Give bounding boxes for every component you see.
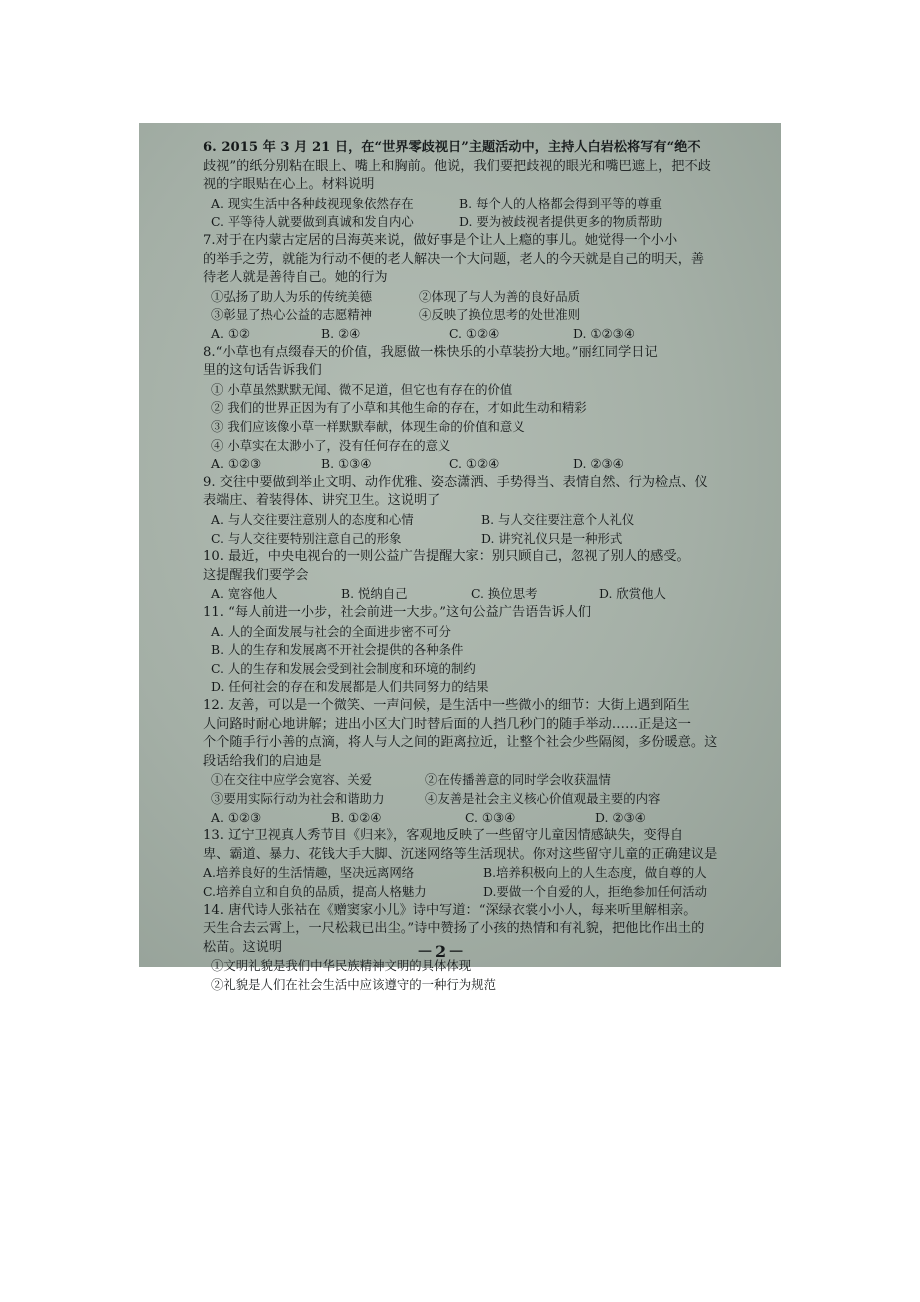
q6-option-a: A. 现实生活中各种歧视现象依然存在 <box>211 195 414 211</box>
q10-choice-a: A. 宽容他人 <box>211 586 278 602</box>
q6-stem-line: 歧视”的纸分别粘在眼上、嘴上和胸前。他说，我们要把歧视的眼光和嘴巴遮上，把不歧 <box>203 158 711 174</box>
q8-choice-c: C. ①②④ <box>449 456 500 472</box>
q12-stem-line: 人问路时耐心地讲解；进出小区大门时替后面的人挡几秒门的随手举动……正是这一 <box>203 716 691 732</box>
q13-options-row <box>203 883 723 901</box>
q13-stem-line: 13. 辽宁卫视真人秀节目《归来》，客观地反映了一些留守儿童因情感缺失，变得自 <box>203 828 684 844</box>
q7-item: ④反映了换位思考的处世准则 <box>419 307 581 323</box>
q8-item: ② 我们的世界正因为有了小草和其他生命的存在，才如此生动和精彩 <box>211 400 587 416</box>
q12-item: ①在交往中应学会宽容、关爱 <box>211 772 373 788</box>
q6-options-row <box>203 195 723 213</box>
q8-choice-b: B. ①③④ <box>321 456 372 472</box>
q13-option-c: C.培养自立和自负的品质，提高人格魅力 <box>203 884 427 899</box>
q7-item: ②体现了与人为善的良好品质 <box>419 288 581 304</box>
q7-items-row <box>203 288 723 306</box>
q9-option-b: B. 与人交往要注意个人礼仪 <box>481 512 635 527</box>
q7-choice-c: C. ①②④ <box>449 326 500 341</box>
q8-item: ③ 我们应该像小草一样默默奉献，体现生命的价值和意义 <box>211 419 525 434</box>
q9-option-d: D. 讲究礼仪只是一种形式 <box>481 530 623 546</box>
q10-choices-row <box>203 585 723 603</box>
q7-item: ①弘扬了助人为乐的传统美德 <box>211 288 373 304</box>
scanned-exam-page <box>139 123 781 992</box>
q11-option-b: B. 人的生存和发展离不开社会提供的各种条件 <box>211 642 464 658</box>
page-number: －2－ <box>417 942 467 961</box>
q6-stem-line: 视的字眼贴在心上。材料说明 <box>203 177 375 193</box>
q9-stem-line: 表端庄、着装得体、讲究卫生。这说明了 <box>203 493 441 509</box>
q8-stem-line: 8.“小草也有点缀春天的价值，我愿做一株快乐的小草装扮大地。”丽红同学日记 <box>203 344 658 360</box>
q6-option-b: B. 每个人的人格都会得到平等的尊重 <box>459 195 662 211</box>
q7-choice-b: B. ②④ <box>321 326 361 341</box>
q14-item: ①文明礼貌是我们中华民族精神文明的具体体现 <box>211 958 472 974</box>
q9-option-a: A. 与人交往要注意别人的态度和心情 <box>211 512 414 527</box>
q12-stem-line: 个个随手行小善的点滴，将人与人之间的距离拉近，让整个社会少些隔阂，多份暖意。这 <box>203 735 718 751</box>
q13-options-row <box>203 864 723 882</box>
q14-item: ②礼貌是人们在社会生活中应该遵守的一种行为规范 <box>211 977 496 992</box>
q12-stem-line: 12. 友善，可以是一个微笑、一声问候，是生活中一些微小的细节：大街上遇到陌生 <box>203 698 690 713</box>
q12-stem-line: 段话给我们的启迪是 <box>203 753 322 769</box>
q10-choice-d: D. 欣赏他人 <box>599 586 666 602</box>
q12-items-row <box>203 771 723 789</box>
q12-item: ②在传播善意的同时学会收获温情 <box>425 772 611 788</box>
q7-stem-line: 7.对于在内蒙古定居的吕海英来说，做好事是个让人上瘾的事儿。她觉得一个小小 <box>203 233 678 248</box>
q7-item: ③彰显了热心公益的志愿精神 <box>211 307 373 323</box>
q12-choice-c: C. ①③④ <box>465 809 516 825</box>
q11-option-a: A. 人的全面发展与社会的全面进步密不可分 <box>211 623 451 639</box>
q13-option-a: A.培养良好的生活情趣，坚决远离网络 <box>203 865 415 881</box>
q13-option-b: B.培养积极向上的人生态度，做自尊的人 <box>483 865 707 881</box>
q11-stem-line: 11. “每人前进一小步，社会前进一大步。”这句公益广告语告诉人们 <box>203 605 592 620</box>
q9-options-row <box>203 530 723 548</box>
q10-choice-b: B. 悦纳自己 <box>341 586 408 602</box>
q8-choice-d: D. ②③④ <box>573 456 624 472</box>
q8-choice-a: A. ①②③ <box>211 456 262 472</box>
q7-choice-a: A. ①② <box>211 326 251 341</box>
q8-stem-line: 里的这句话告诉我们 <box>203 363 322 379</box>
q12-choice-b: B. ①②④ <box>331 809 382 825</box>
q6-option-c: C. 平等待人就要做到真诚和发自内心 <box>211 214 414 230</box>
q7-choices-row <box>203 325 723 343</box>
q7-stem-line: 待老人就是善待自己。她的行为 <box>203 270 388 286</box>
q11-option-d: D. 任何社会的存在和发展都是人们共同努力的结果 <box>211 679 489 695</box>
q9-options-row <box>203 511 723 529</box>
q12-choices-row <box>203 809 723 827</box>
q12-choice-a: A. ①②③ <box>211 809 262 825</box>
q10-stem-line: 10. 最近，中央电视台的一则公益广告提醒大家：别只顾自己，忽视了别人的感受。 <box>203 549 690 565</box>
q9-option-c: C. 与人交往要特别注意自己的形象 <box>211 530 402 546</box>
q12-items-row <box>203 790 723 808</box>
q12-item: ④友善是社会主义核心价值观最主要的内容 <box>425 791 661 806</box>
q12-choice-d: D. ②③④ <box>595 809 646 825</box>
q7-items-row <box>203 306 723 324</box>
q10-stem-line: 这提醒我们要学会 <box>203 567 309 583</box>
q11-option-c: C. 人的生存和发展会受到社会制度和环境的制约 <box>211 660 476 676</box>
q7-choice-d: D. ①②③④ <box>573 326 635 341</box>
q9-stem-line: 9. 交往中要做到举止文明、动作优雅、姿态潇洒、手势得当、表情自然、行为检点、仪 <box>203 474 708 490</box>
q6-option-d: D. 要为被歧视者提供更多的物质帮助 <box>459 214 663 230</box>
q7-stem-line: 的举手之劳，就能为行动不便的老人解决一个大问题，老人的今天就是自己的明天，善 <box>203 251 705 267</box>
q8-item: ① 小草虽然默默无闻、微不足道，但它也有存在的价值 <box>211 381 513 397</box>
q13-stem-line: 卑、霸道、暴力、花钱大手大脚、沉迷网络等生活现状。你对这些留守儿童的正确建议是 <box>203 846 718 862</box>
q12-item: ③要用实际行动为社会和谐助力 <box>211 791 385 806</box>
q8-item: ④ 小草实在太渺小了，没有任何存在的意义 <box>211 437 451 453</box>
q6-options-row <box>203 213 723 231</box>
q14-stem-line: 天生合去云霄上，一尺松栽已出尘。”诗中赞扬了小孩的热情和有礼貌，把他比作出土的 <box>203 921 705 937</box>
q10-choice-c: C. 换位思考 <box>471 586 538 602</box>
q6-stem-line: 6. 2015 年 3 月 21 日，在“世界零歧视日”主题活动中，主持人白岩松将写有“绝不 <box>203 140 701 155</box>
q13-option-d: D.要做一个自爱的人，拒绝参加任何活动 <box>483 884 708 899</box>
q14-stem-line: 14. 唐代诗人张祜在《赠窦家小儿》诗中写道：“深绿衣裳小小人，每来听里解相亲。 <box>203 902 697 918</box>
q8-choices-row <box>203 455 723 473</box>
q14-stem-line: 松苗。这说明 <box>203 939 283 955</box>
